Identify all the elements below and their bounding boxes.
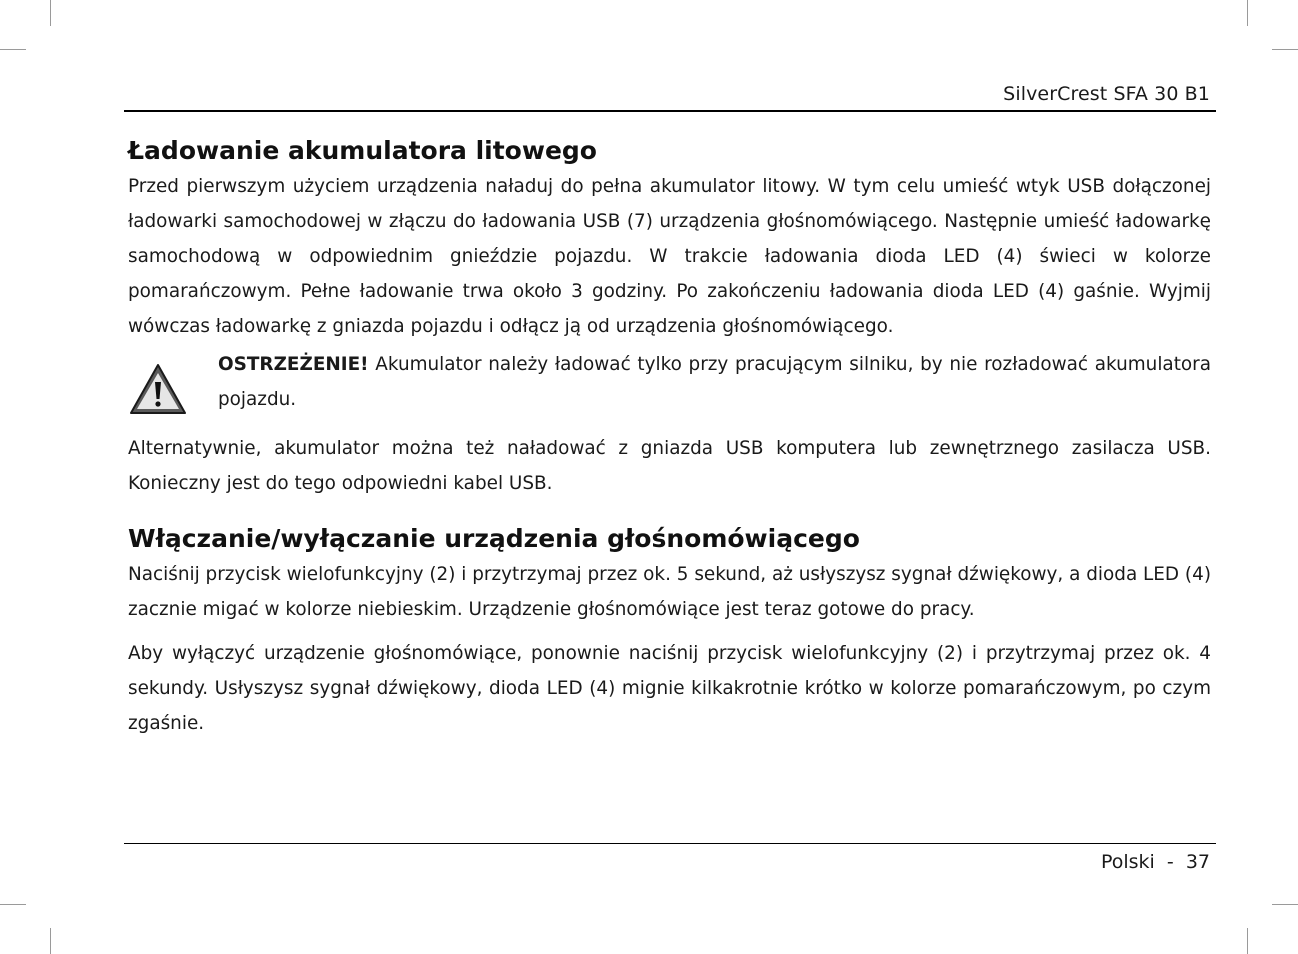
charging-paragraph: Przed pierwszym użyciem urządzenia naładuj do pełna akumulator litowy. W tym celu umieść wtyk USB dołączonej ładowarki samochodowej w złączu do ładowania USB (7) urządzenia głośnomówiącego. Następnie umieść ładowarkę samochodową w odpowiednim gnieździe pojazdu. W trakcie ładowania dioda LED (4) świeci w kolorze pomarańczowym. Pełne ładowanie trwa około 3 godziny. Po zakończeniu ładowania dioda LED (4) gaśnie. Wyjmij wówczas ładowarkę z gniazda pojazdu i odłącz ją od urządzenia głośnomówiącego. bbox=[128, 176, 1211, 337]
power-off-paragraph: Aby wyłączyć urządzenie głośnomówiące, ponownie naciśnij przycisk wielofunkcyjny (2) i przytrzymaj przez ok. 4 sekundy. Usłyszysz sygnał dźwiękowy, dioda LED (4) mignie kilkakrotnie krótko w kolorze pomarańczowym, po czym zgaśnie. bbox=[128, 643, 1211, 734]
warning-label: OSTRZEŻENIE! bbox=[218, 354, 369, 375]
warning-body: Akumulator należy ładować tylko przy pracującym silniku, by nie rozładować akumulatora pojazdu. bbox=[218, 354, 1211, 410]
crop-mark bbox=[1272, 49, 1298, 50]
section-heading-charging: Ładowanie akumulatora litowego bbox=[128, 136, 597, 165]
page-content bbox=[128, 133, 1211, 741]
header-rule bbox=[124, 110, 1216, 112]
crop-mark bbox=[0, 904, 26, 905]
crop-mark bbox=[1272, 904, 1298, 905]
footer-rule bbox=[124, 843, 1216, 844]
crop-mark bbox=[1247, 0, 1248, 26]
running-header: SilverCrest SFA 30 B1 bbox=[1003, 83, 1210, 105]
crop-mark bbox=[1247, 928, 1248, 954]
page-number: Polski - 37 bbox=[1100, 851, 1210, 873]
warning-block bbox=[128, 347, 1211, 420]
warning-text bbox=[218, 347, 1211, 417]
crop-mark bbox=[50, 0, 51, 26]
alternative-charging-paragraph: Alternatywnie, akumulator można też naładować z gniazda USB komputera lub zewnętrznego zasilacza USB. Konieczny jest do tego odpowiedni kabel USB. bbox=[128, 438, 1211, 494]
section-heading-power: Włączanie/wyłączanie urządzenia głośnomówiącego bbox=[128, 524, 860, 553]
crop-mark bbox=[0, 49, 26, 50]
power-on-paragraph: Naciśnij przycisk wielofunkcyjny (2) i przytrzymaj przez ok. 5 sekund, aż usłyszysz sygnał dźwiękowy, a dioda LED (4) zacznie migać w kolorze niebieskim. Urządzenie głośnomówiące jest teraz gotowe do pracy. bbox=[128, 564, 1211, 620]
crop-mark bbox=[50, 928, 51, 954]
warning-triangle-icon bbox=[128, 347, 218, 420]
